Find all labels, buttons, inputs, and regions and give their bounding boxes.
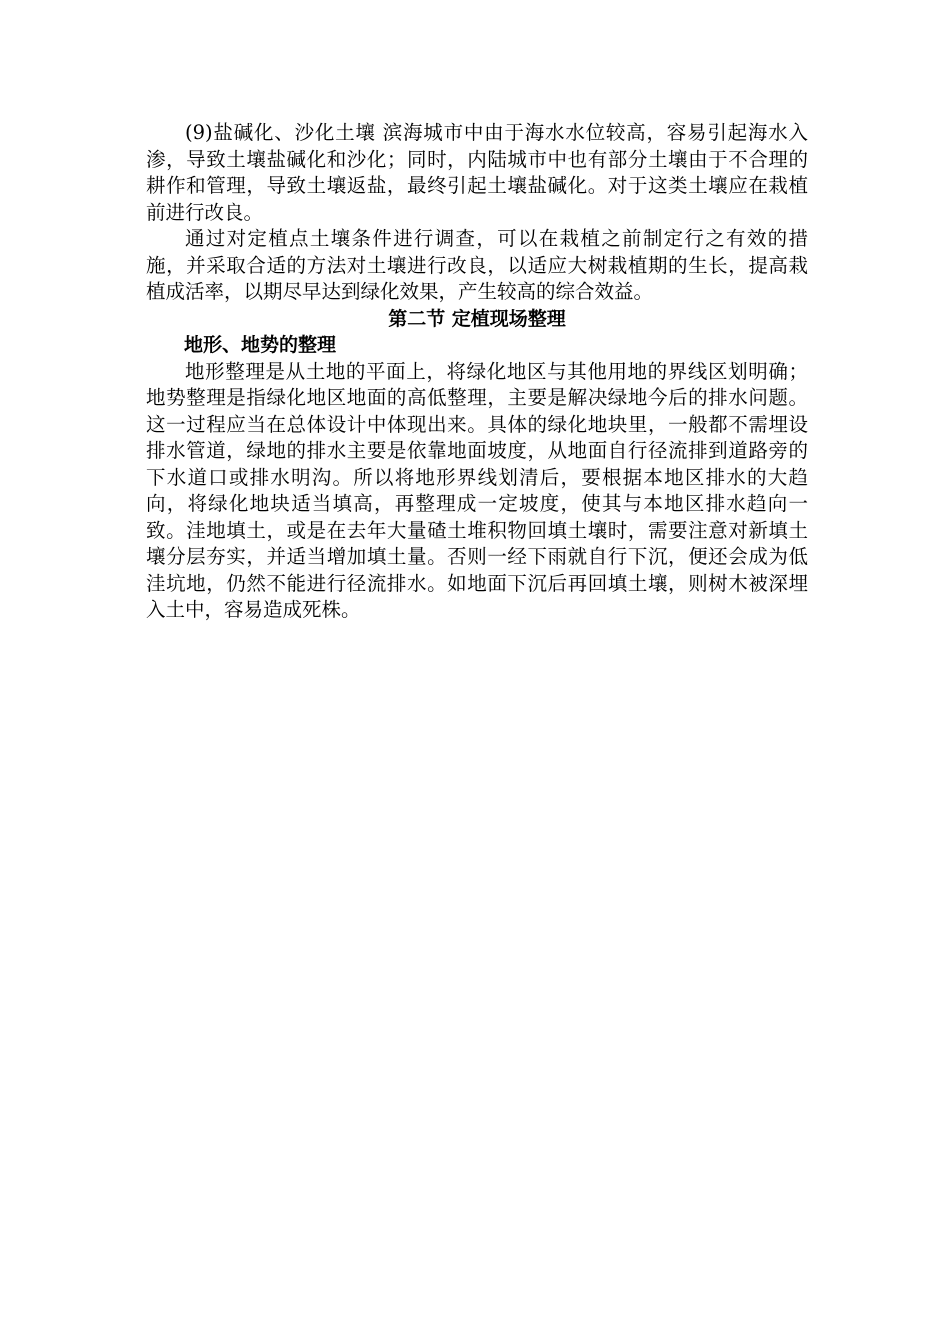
section-title: 第二节 定植现场整理	[388, 307, 566, 330]
paragraph-soil-survey: 通过对定植点土壤条件进行调查，可以在栽植之前制定行之有效的措施，并采取合适的方法对土壤进行改良，以适应大树栽植期的生长，提高栽植成活率，以期尽早达到绿化效果，产生较高的综合效益。	[146, 227, 808, 303]
subheading-terrain: 地形、地势的整理	[184, 334, 337, 356]
document-page	[146, 120, 808, 624]
paragraph-saline-soil: (9)盐碱化、沙化土壤 滨海城市中由于海水水位较高，容易引起海水入渗，导致土壤盐碱化和沙化；同时，内陆城市中也有部分土壤由于不合理的耕作和管理，导致土壤返盐，最终引起土壤盐碱化。对于这类土壤应在栽植前进行改良。	[146, 121, 808, 224]
paragraph-terrain-grading: 地形整理是从土地的平面上，将绿化地区与其他用地的界线区划明确；地势整理是指绿化地区地面的高低整理，主要是解决绿地今后的排水问题。这一过程应当在总体设计中体现出来。具体的绿化地块里，一般都不需埋设排水管道，绿地的排水主要是依靠地面坡度，从地面自行径流排到道路旁的下水道口或排水明沟。所以将地形界线划清后，要根据本地区排水的大趋向，将绿化地块适当填高，再整理成一定坡度，使其与本地区排水趋向一致。洼地填土，或是在去年大量碴土堆积物回填土壤时，需要注意对新填土壤分层夯实，并适当增加填土量。否则一经下雨就自行下沉，便还会成为低洼坑地，仍然不能进行径流排水。如地面下沉后再回填土壤，则树木被深埋入土中，容易造成死株。	[146, 359, 808, 621]
